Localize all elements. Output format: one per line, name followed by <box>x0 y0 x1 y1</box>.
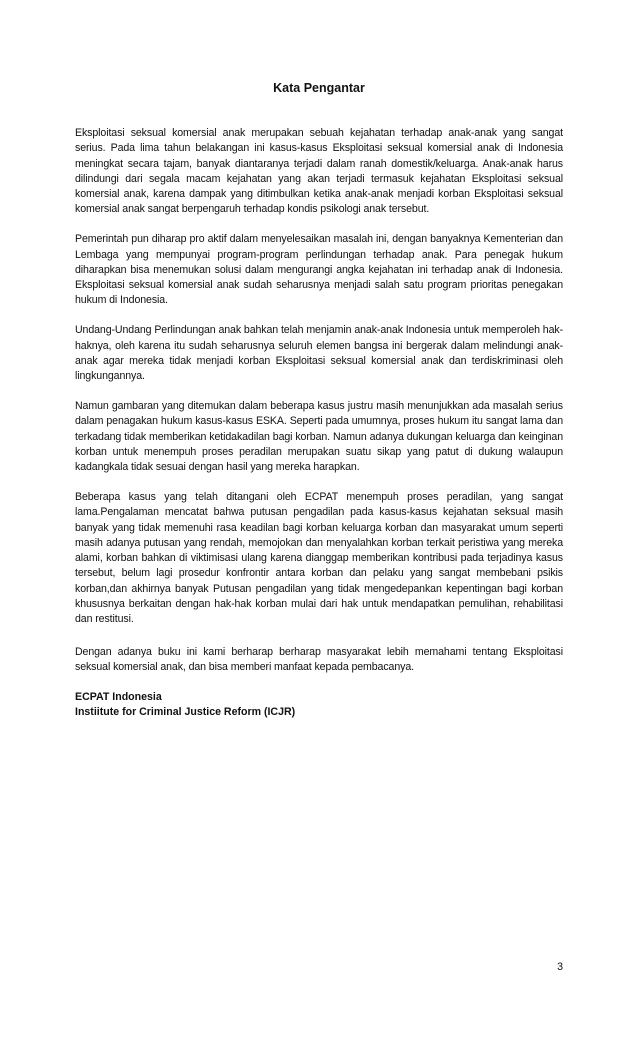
paragraph-4: Namun gambaran yang ditemukan dalam beberapa kasus justru masih menunjukkan ada masalah serius dalam penagakan hukum kasus-kasus ESKA. Seperti pada umumnya, proses hukum itu sangat lama dan terkadang tidak memberikan ketidakadilan bagi korban. Namun adanya dukungan keluarga dan keinginan korban untuk menempuh proses peradilan merupakan suatu sikap yang patut di dukung walaupun kadangkala tidak sesuai dengan hasil yang mereka harapkan. <box>75 399 563 474</box>
paragraph-3: Undang-Undang Perlindungan anak bahkan telah menjamin anak-anak Indonesia untuk memperoleh hak-haknya, oleh karena itu sudah seharusnya seluruh elemen bangsa ini bergerak dalam melindungi anak-anak agar mereka tidak menjadi korban Eksploitasi seksual komersial anak dan terdiskriminasi oleh lingkungannya. <box>75 324 563 383</box>
signatory-icjr: Instiitute for Criminal Justice Reform (ICJR) <box>75 706 296 718</box>
page-title: Kata Pengantar <box>273 81 365 95</box>
paragraph-5: Beberapa kasus yang telah ditangani oleh ECPAT menempuh proses peradilan, yang sangat lama.Pengalaman mencatat bahwa putusan pengadilan pada kasus-kasus kejahatan seksual masih banyak yang tidak memenuhi rasa keadilan bagi korban keluarga korban dan masyarakat umum seperti masih adanya putusan yang rendah, memojokan dan menyalahkan korban terkait peristiwa yang mereka alami, korban bahkan di viktimisasi ulang karena dianggap memberikan kontribusi pada terjadinya kasus tersebut, belum lagi prosedur konfrontir antara korban dan pelaku yang sangat membebani psikis korban,dan akhirnya banyak Putusan pengadilan yang tidak mengedepankan kepentingan bagi korban khususnya berkaitan dengan hak-hak korban mulai dari hak untuk mendapatkan pemulihan, rehabilitasi dan restitusi. <box>75 490 563 626</box>
body-text <box>75 126 563 720</box>
paragraph-6: Dengan adanya buku ini kami berharap berharap masyarakat lebih memahami tentang Eksploitasi seksual komersial anak, dan bisa memberi manfaat kepada pembacanya. <box>75 645 563 673</box>
paragraph-1: Eksploitasi seksual komersial anak merupakan sebuah kejahatan terhadap anak-anak yang sangat serius. Pada lima tahun belakangan ini kasus-kasus Eksploitasi seksual komersial anak di Indonesia meningkat secara tajam, banyak diantaranya terjadi dalam ranah domestik/keluarga. Anak-anak harus dilindungi dari segala macam kejahatan yang akan terjadi termasuk kejahatan Eksploitasi seksual komersial anak, karena dampak yang ditimbulkan ketika anak-anak menjadi korban Eksploitasi seksual komersial anak sangat berpengaruh terhadap kondis psikologi anak tersebut. <box>75 127 563 216</box>
page-number: 3 <box>557 961 563 973</box>
paragraph-2: Pemerintah pun diharap pro aktif dalam menyelesaikan masalah ini, dengan banyaknya Kementerian dan Lembaga yang mempunyai program-program perlindungan terhadap anak. Para penegak hukum diharapkan bisa menemukan solusi dalam mengurangi angka kejahatan ini terhadap anak di Indonesia. Eksploitasi seksual komersial anak sudah seharusnya menjadi salah satu program prioritas penegakan hukum di Indonesia. <box>75 233 563 307</box>
signatory-ecpat: ECPAT Indonesia <box>75 690 162 703</box>
